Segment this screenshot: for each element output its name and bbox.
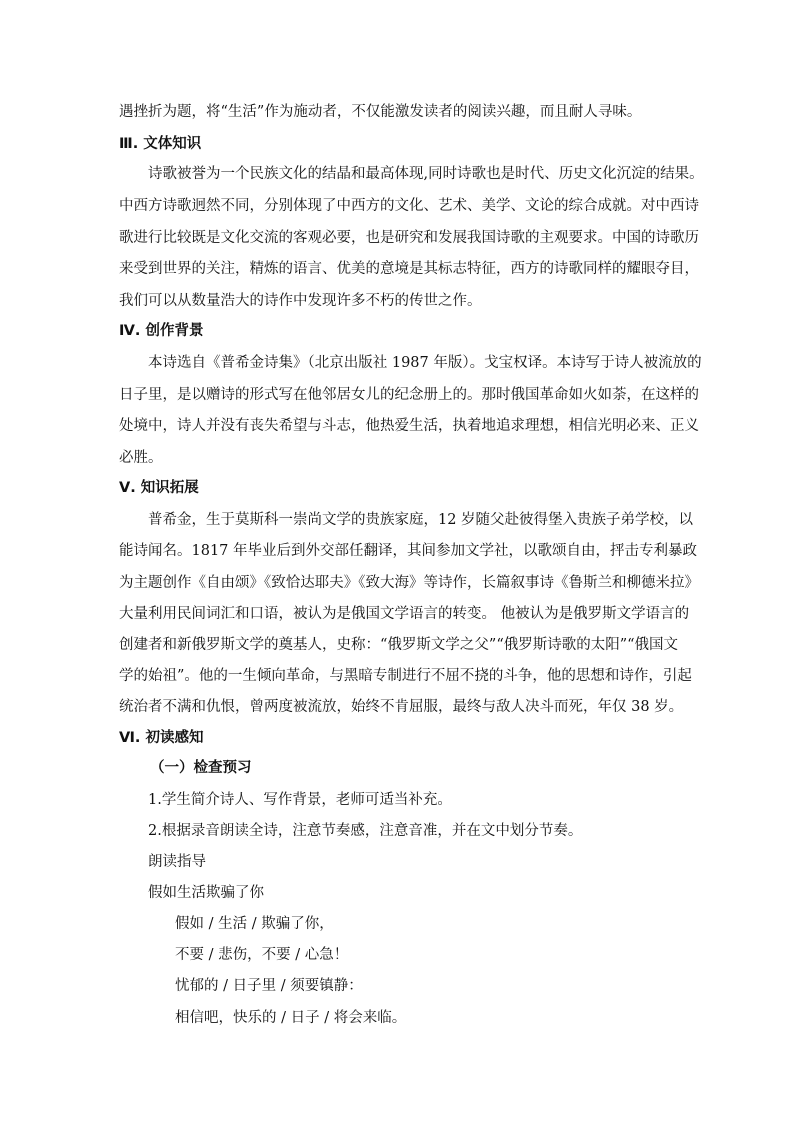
body-text-line: 能诗闻名。1817 年毕业后到外交部任翻译，其间参加文学社，以歌颂自由，抨击专利暴政	[119, 543, 698, 559]
body-text-line: 为主题创作《自由颂》《致恰达耶夫》《致大海》等诗作，长篇叙事诗《鲁斯兰和柳德米拉》	[119, 575, 699, 591]
poem-title: 假如生活欺骗了你	[148, 885, 264, 901]
body-text-line: 本诗选自《普希金诗集》（北京出版社 1987 年版）。戈宝权译。本诗写于诗人被流放的	[148, 355, 702, 371]
poem-line: 假如 / 生活 / 欺骗了你，	[175, 916, 334, 932]
section-heading-first-reading: Ⅵ. 初读感知	[119, 730, 204, 746]
body-text-line: 创建者和新俄罗斯文学的奠基人，史称：“俄罗斯文学之父”“俄罗斯诗歌的太阳”“俄国文	[119, 637, 679, 653]
body-text-line: 1.学生简介诗人、写作背景，老师可适当补充。	[148, 792, 452, 808]
body-text-line: 必胜。	[119, 450, 163, 466]
body-text-line: 来受到世界的关注，精炼的语言、优美的意境是其标志特征，西方的诗歌同样的耀眼夺目，	[119, 261, 699, 277]
body-text-line: 2.根据录音朗读全诗，注意节奏感，注意音准，并在文中划分节奏。	[148, 823, 583, 839]
body-text-line: 诗歌被誉为一个民族文化的结晶和最高体现,同时诗歌也是时代、历史文化沉淀的结果。	[148, 166, 704, 182]
body-text-line: 我们可以从数量浩大的诗作中发现许多不朽的传世之作。	[119, 293, 482, 309]
section-heading-genre-knowledge: Ⅲ. 文体知识	[119, 136, 202, 152]
poem-line: 忧郁的 / 日子里 / 须要镇静：	[175, 978, 363, 994]
body-text-line: 日子里，是以赠诗的形式写在他邻居女儿的纪念册上的。那时俄国革命如火如荼，在这样的	[119, 387, 699, 403]
body-text-line: 遇挫折为题，将“生活”作为施动者，不仅能激发读者的阅读兴趣，而且耐人寻味。	[119, 104, 642, 120]
body-text-line: 歌进行比较既是文化交流的客观必要，也是研究和发展我国诗歌的主观要求。中国的诗歌历	[119, 230, 699, 246]
reading-guide-label: 朗读指导	[148, 854, 206, 870]
body-text-line: 统治者不满和仇恨，曾两度被流放，始终不肯屈服，最终与敌人决斗而死，年仅 38 岁。	[119, 699, 684, 715]
section-heading-knowledge-extension: Ⅴ. 知识拓展	[119, 480, 199, 496]
body-text-line: 中西方诗歌迥然不同，分别体现了中西方的文化、艺术、美学、文论的综合成就。对中西诗	[119, 198, 699, 214]
poem-line: 不要 / 悲伤，不要 / 心急！	[175, 947, 349, 963]
subheading-check-preview: （一）检查预习	[150, 760, 252, 776]
body-text-line: 处境中，诗人并没有丧失希望与斗志，他热爱生活，执着地追求理想，相信光明必来、正义	[119, 418, 699, 434]
section-heading-background: Ⅳ. 创作背景	[119, 323, 204, 339]
poem-line: 相信吧，快乐的 / 日子 / 将会来临。	[175, 1010, 407, 1026]
body-text-line: 普希金，生于莫斯科一崇尚文学的贵族家庭，12 岁随父赴彼得堡入贵族子弟学校，以	[148, 512, 694, 528]
body-text-line: 学的始祖”。他的一生倾向革命，与黑暗专制进行不屈不挠的斗争，他的思想和诗作，引起	[119, 668, 692, 684]
body-text-line: 大量利用民间词汇和口语，被认为是俄国文学语言的转变。 他被认为是俄罗斯文学语言的	[119, 606, 690, 622]
